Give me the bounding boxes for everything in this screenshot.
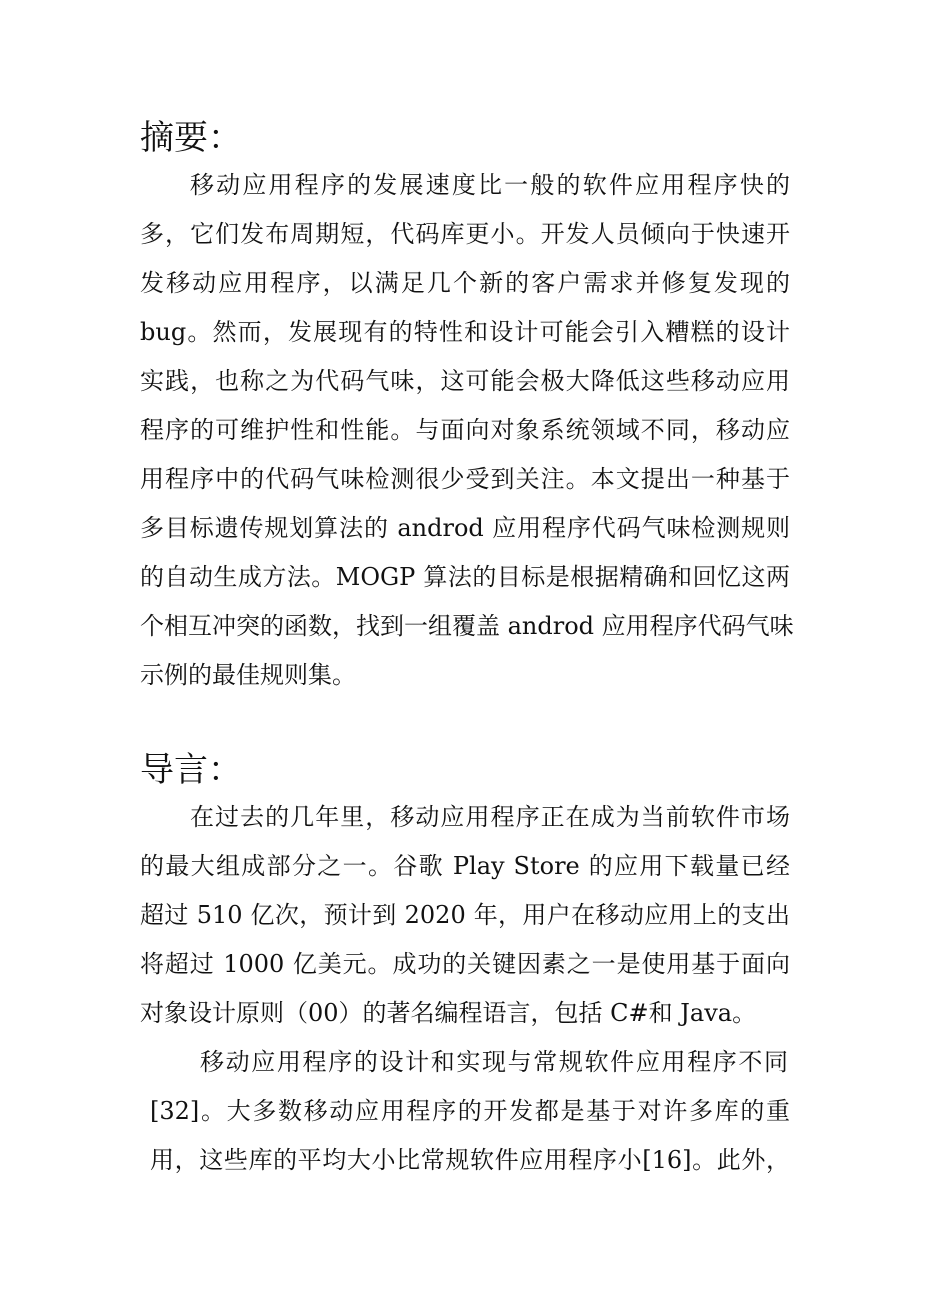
introduction-line: 对象设计原则（00）的著名编程语言，包括 C#和 Java。 [140,999,757,1027]
abstract-line: 多目标遗传规划算法的 androd 应用程序代码气味检测规则 [140,514,790,542]
abstract-heading: 摘要： [140,118,242,158]
introduction-line: 移动应用程序的设计和实现与常规软件应用程序不同 [200,1048,788,1076]
introduction-line: 超过 510 亿次，预计到 2020 年，用户在移动应用上的支出 [140,901,790,929]
abstract-line: 示例的最佳规则集。 [140,661,356,689]
introduction-line: 将超过 1000 亿美元。成功的关键因素之一是使用基于面向 [140,950,790,978]
introduction-line: [32]。大多数移动应用程序的开发都是基于对许多库的重 [150,1097,790,1125]
abstract-line: 用程序中的代码气味检测很少受到关注。本文提出一种基于 [140,465,790,493]
abstract-line: 多，它们发布周期短，代码库更小。开发人员倾向于快速开 [140,220,790,248]
introduction-line: 在过去的几年里，移动应用程序正在成为当前软件市场 [190,803,790,831]
abstract-line: 发移动应用程序，以满足几个新的客户需求并修复发现的 [140,269,790,297]
abstract-line: 个相互冲突的函数，找到一组覆盖 androd 应用程序代码气味 [140,612,794,640]
abstract-line: 的自动生成方法。MOGP 算法的目标是根据精确和回忆这两 [140,563,790,591]
abstract-line: 移动应用程序的发展速度比一般的软件应用程序快的 [190,171,790,199]
abstract-line: 实践，也称之为代码气味，这可能会极大降低这些移动应用 [140,367,790,395]
introduction-line: 的最大组成部分之一。谷歌 Play Store 的应用下载量已经 [140,852,790,880]
abstract-line: 程序的可维护性和性能。与面向对象系统领域不同，移动应 [140,416,790,444]
introduction-line: 用，这些库的平均大小比常规软件应用程序小[16]。此外， [150,1146,790,1174]
abstract-line: bug。然而，发展现有的特性和设计可能会引入糟糕的设计 [140,318,790,346]
introduction-heading: 导言： [140,750,242,790]
